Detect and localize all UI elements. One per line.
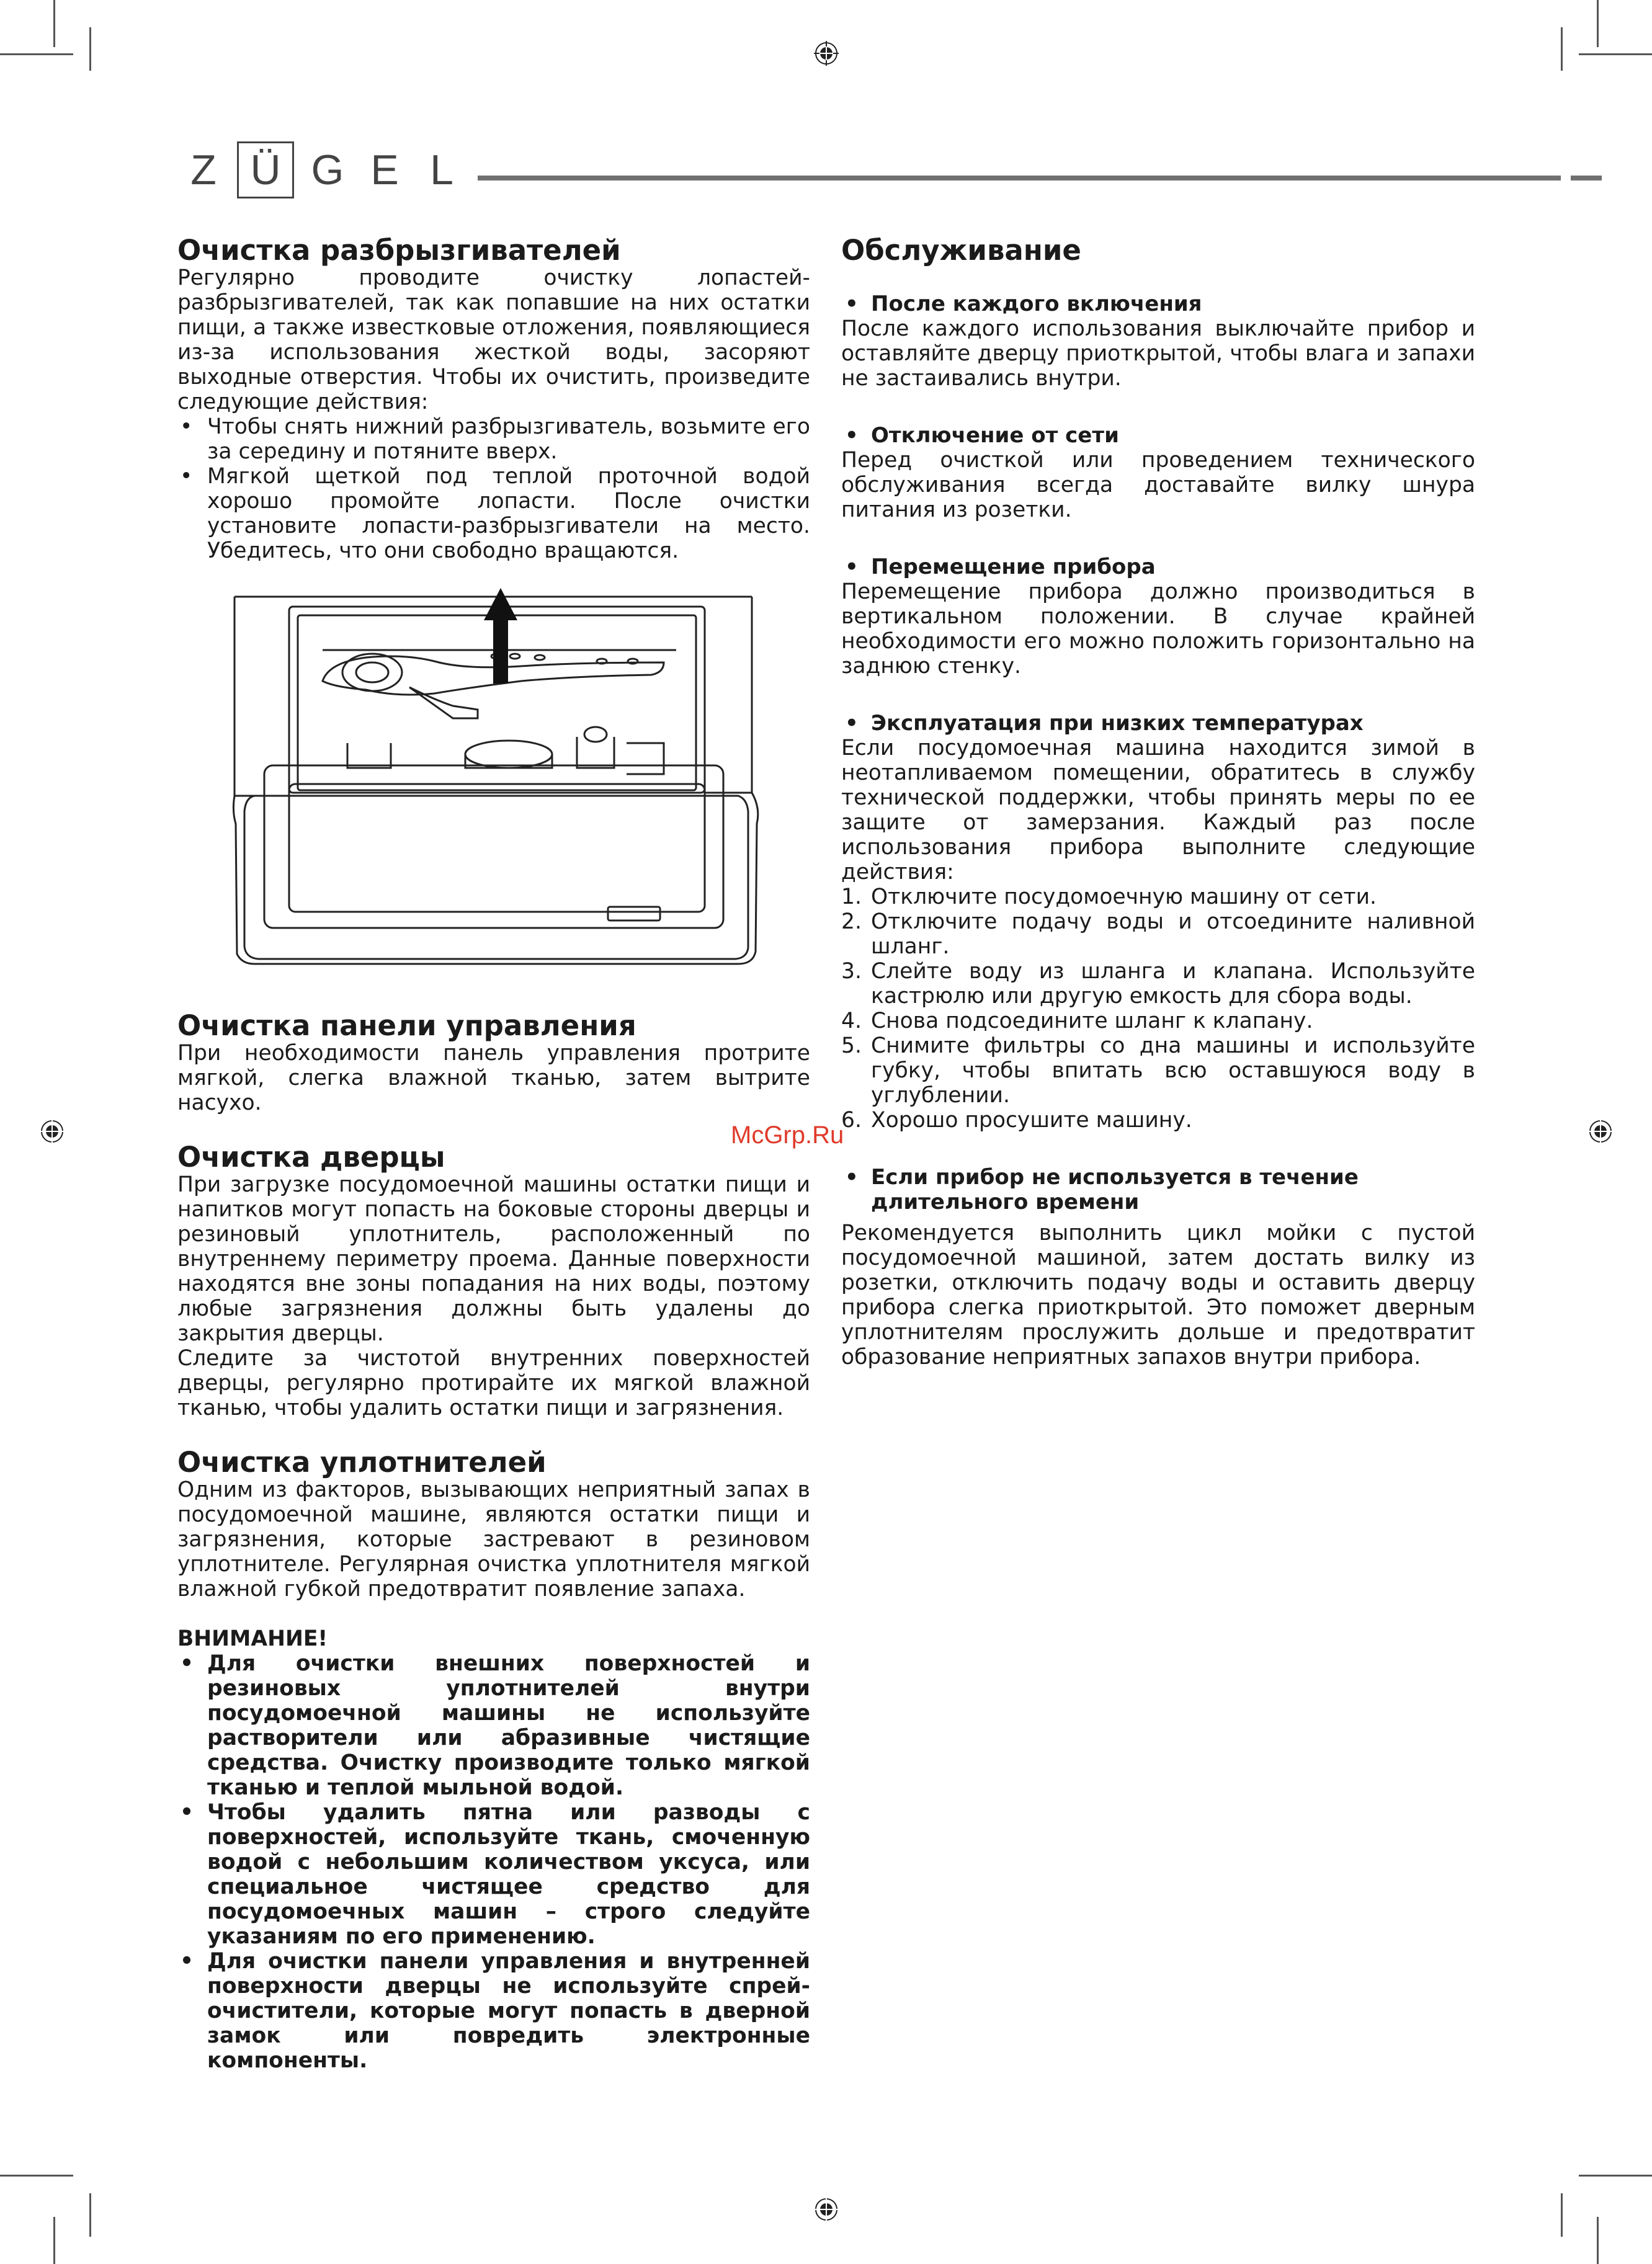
cold-text: Если посудомоечная машина находится зимой в неотапливаемом помещении, обратитесь в службу технической поддержки, чтобы принять меры по ее защите от замерзания. Каждый раз после использования прибора выполните следующие действия: — [841, 736, 1475, 885]
door-p1: При загрузке посудомоечной машины остатки пищи и напитков могут попасть на боковые стороны дверцы и резиновый уплотнитель, расположенный по внутреннему периметру проема. Данные поверхности находятся вне зоны попадания на них воды, поэтому любые загрязнения должны быть удалены до закрытия дверцы. — [177, 1172, 810, 1346]
unused-text: Рекомендуется выполнить цикл мойки с пустой посудомоечной машиной, затем достать вилку из розетки, отключить подачу воды и оставить дверцу прибора слегка приоткрытой. Это поможет дверным уплотнителям прослужить дольше и предотвратит образование неприятных запахов внутри прибора. — [841, 1221, 1475, 1370]
subsection-title: • После каждого включения — [841, 292, 1475, 316]
list-item — [841, 1033, 1475, 1108]
after-use-text: После каждого использования выключайте прибор и оставляйте дверцу приоткрытой, чтобы влага и запахи не застаивались внутри. — [841, 316, 1475, 391]
step-text: Снова подсоедините шланг к клапану. — [871, 1009, 1313, 1033]
header-rule — [478, 176, 1561, 180]
header-rule-end — [1571, 176, 1602, 180]
seals-text: Одним из факторов, вызывающих неприятный запах в посудомоечной машине, являются остатки пищи и загрязнения, которые застревают в резиновом уплотнителе. Регулярная очистка уплотнителя мягкой влажной губкой предотвратит появление запаха. — [177, 1477, 810, 1602]
step-number: 2. — [841, 909, 862, 934]
crop-mark — [0, 2175, 73, 2177]
crop-mark — [89, 2193, 91, 2237]
section-title-maintenance: Обслуживание — [841, 234, 1081, 267]
cold-steps — [841, 885, 1475, 1133]
section-title-door: Очистка дверцы — [177, 1141, 445, 1174]
registration-mark-icon — [1588, 1119, 1613, 1144]
crop-mark — [53, 0, 55, 47]
section-title-spray: Очистка разбрызгивателей — [177, 234, 621, 267]
step-number: 5. — [841, 1033, 862, 1058]
list-item: • Чтобы снять нижний разбрызгиватель, возьмите его за середину и потяните вверх. — [177, 414, 810, 464]
subsection-title: • Эксплуатация при низких температурах — [841, 711, 1475, 736]
spray-bullets — [177, 414, 810, 563]
subsection-title: • Перемещение прибора — [841, 555, 1475, 579]
list-item: • Мягкой щеткой под теплой проточной водой хорошо промойте лопасти. После очистки установите лопасти-разбрызгиватели на место. Убедитесь, что они свободно вращаются. — [177, 464, 810, 563]
registration-mark-icon — [40, 1119, 65, 1144]
list-item: • Чтобы удалить пятна или разводы с поверхностей, используйте ткань, смоченную водой с небольшим количеством уксуса, или специальное чистящее средство для посудомоечных машин – строго следуйте указаниям по его применению. — [177, 1800, 810, 1949]
logo-letter: Ü — [237, 141, 294, 198]
moving-text: Перемещение прибора должно производиться в вертикальном положении. В случае крайней необходимости его можно положить горизонтально на заднюю стенку. — [841, 579, 1475, 679]
right-column — [841, 236, 1475, 1370]
step-number: 6. — [841, 1108, 862, 1133]
list-item: • Для очистки внешних поверхностей и резиновых уплотнителей внутри посудомоечной машины не используйте растворители или абразивные чистящие средства. Очистку производите только мягкой тканью и теплой мыльной водой. — [177, 1651, 810, 1800]
step-text: Отключите посудомоечную машину от сети. — [871, 885, 1377, 909]
crop-mark — [1597, 2217, 1599, 2264]
logo-letter: L — [430, 146, 453, 194]
list-item: • Для очистки панели управления и внутренней поверхности дверцы не используйте спрей-очистители, которые могут попасть в дверной замок или повредить электронные компоненты. — [177, 1949, 810, 2073]
step-number: 1. — [841, 885, 862, 909]
list-item — [841, 1108, 1475, 1133]
left-column-lower — [177, 1011, 810, 2073]
crop-mark — [1579, 53, 1652, 55]
watermark: McGrp.Ru — [731, 1121, 844, 1149]
door-p2: Следите за чистотой внутренних поверхностей дверцы, регулярно протирайте их мягкой влажной тканью, чтобы удалить остатки пищи и загрязнения. — [177, 1346, 810, 1420]
registration-mark-icon — [814, 2197, 839, 2222]
section-title-panel: Очистка панели управления — [177, 1009, 636, 1042]
warning-title: ВНИМАНИЕ! — [177, 1626, 328, 1651]
step-number: 3. — [841, 959, 862, 984]
warning-bullets — [177, 1651, 810, 2073]
step-text: Слейте воду из шланга и клапана. Используйте кастрюлю или другую емкость для сбора воды. — [871, 959, 1475, 1009]
spray-intro: Регулярно проводите очистку лопастей-разбрызгивателей, так как попавшие на них остатки пищи, а также известковые отложения, появляющиеся из-за использования жесткой воды, засоряют выходные отверстия. Чтобы их очистить, произведите следующие действия: — [177, 265, 810, 414]
crop-mark — [1561, 2193, 1563, 2237]
brand-logo — [175, 141, 470, 198]
step-text: Снимите фильтры со дна машины и используйте губку, чтобы впитать всю оставшуюся воду в углублении. — [871, 1033, 1475, 1108]
list-item — [841, 909, 1475, 959]
crop-mark — [53, 2217, 55, 2264]
crop-mark — [1579, 2175, 1652, 2177]
step-number: 4. — [841, 1009, 862, 1033]
unplug-text: Перед очисткой или проведением технического обслуживания всегда доставайте вилку шнура питания из розетки. — [841, 448, 1475, 522]
left-column — [177, 236, 810, 563]
step-text: Хорошо просушите машину. — [871, 1108, 1192, 1133]
section-title-seals: Очистка уплотнителей — [177, 1446, 547, 1479]
subsection-title: • Если прибор не используется в течение длительного времени — [841, 1165, 1475, 1214]
subsection-title: • Отключение от сети — [841, 423, 1475, 448]
crop-mark — [1597, 0, 1599, 47]
registration-mark-icon — [814, 41, 839, 66]
crop-mark — [1561, 27, 1563, 71]
crop-mark — [0, 53, 73, 55]
panel-text: При необходимости панель управления протрите мягкой, слегка влажной тканью, затем вытрите насухо. — [177, 1041, 810, 1115]
list-item — [841, 959, 1475, 1009]
crop-mark — [89, 27, 91, 71]
logo-letter: G — [311, 146, 344, 194]
logo-letter: E — [370, 146, 399, 194]
logo-letter: Z — [190, 146, 217, 194]
list-item — [841, 1009, 1475, 1033]
dishwasher-illustration — [230, 588, 782, 973]
step-text: Отключите подачу воды и отсоедините наливной шланг. — [871, 909, 1475, 959]
list-item — [841, 885, 1475, 909]
